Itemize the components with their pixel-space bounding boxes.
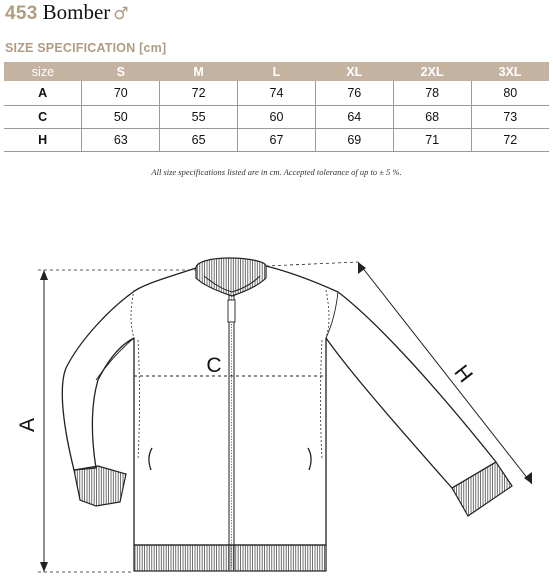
table-cell: 50 bbox=[82, 106, 160, 129]
left-pocket bbox=[149, 448, 152, 470]
table-cell: 69 bbox=[315, 129, 393, 152]
right-cuff bbox=[452, 462, 512, 516]
label-a: A bbox=[16, 417, 39, 433]
table-cell: 71 bbox=[393, 129, 471, 152]
dimension-h bbox=[266, 262, 532, 484]
table-cell: 72 bbox=[160, 81, 238, 106]
table-cell: 67 bbox=[238, 129, 316, 152]
row-label: A bbox=[4, 81, 82, 106]
left-cuff bbox=[74, 466, 126, 506]
table-cell: 70 bbox=[82, 81, 160, 106]
header-cell: 2XL bbox=[393, 62, 471, 81]
product-name: Bomber bbox=[42, 0, 111, 24]
header-cell: M bbox=[160, 62, 238, 81]
waistband bbox=[134, 545, 326, 571]
label-c: C bbox=[206, 354, 222, 377]
table-cell: 64 bbox=[315, 106, 393, 129]
table-cell: 78 bbox=[393, 81, 471, 106]
jacket-outline bbox=[62, 266, 496, 545]
table-cell: 63 bbox=[82, 129, 160, 152]
header-cell: S bbox=[82, 62, 160, 81]
table-cell: 73 bbox=[471, 106, 549, 129]
header-cell: size bbox=[4, 62, 82, 81]
label-h: H bbox=[449, 360, 477, 388]
male-symbol-icon: ♂ bbox=[113, 4, 129, 24]
dimension-c bbox=[134, 354, 326, 377]
table-cell: 68 bbox=[393, 106, 471, 129]
table-cell: 74 bbox=[238, 81, 316, 106]
table-cell: 60 bbox=[238, 106, 316, 129]
right-pocket bbox=[308, 448, 311, 470]
table-cell: 55 bbox=[160, 106, 238, 129]
collar bbox=[196, 258, 266, 296]
row-label: C bbox=[4, 106, 82, 129]
product-code: 453 bbox=[5, 3, 38, 24]
zipper bbox=[228, 294, 235, 570]
table-cell: 80 bbox=[471, 81, 549, 106]
table-cell: 65 bbox=[160, 129, 238, 152]
row-label: H bbox=[4, 129, 82, 152]
header-cell: XL bbox=[315, 62, 393, 81]
header-cell: L bbox=[238, 62, 316, 81]
table-cell: 76 bbox=[315, 81, 393, 106]
tolerance-note: All size specifications listed are in cm. Accepted tolerance of up to ± 5 %. bbox=[151, 167, 402, 177]
header-cell: 3XL bbox=[471, 62, 549, 81]
table-cell: 72 bbox=[471, 129, 549, 152]
section-title: SIZE SPECIFICATION [cm] bbox=[5, 41, 167, 55]
